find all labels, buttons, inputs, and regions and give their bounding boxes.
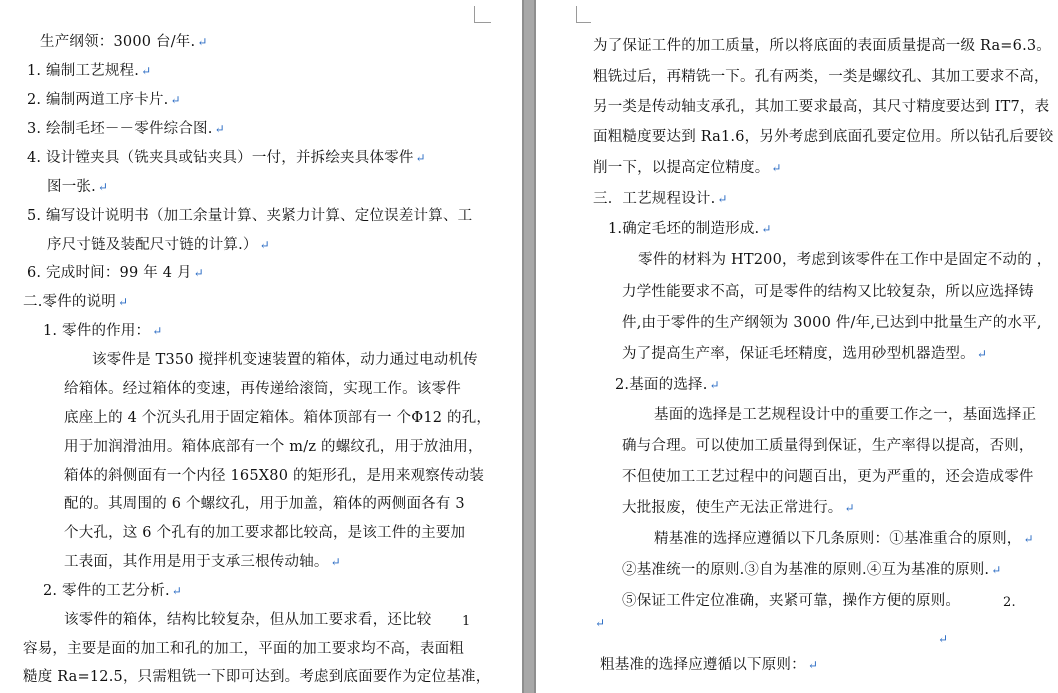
paragraph-line: 另一类是传动轴支承孔，其加工要求最高，其尺寸精度要达到 IT7，表 — [593, 99, 1050, 115]
paragraph-line: 削一下，以提高定位精度。 ↵ — [593, 160, 782, 176]
text-line: 生产纲领：3000 台/年. ↵ — [40, 34, 208, 50]
paragraph-line: 基面的选择是工艺规程设计中的重要工作之一，基面选择正 — [654, 407, 1037, 423]
paragraph-line: ②基准统一的原则.③自为基准的原则.④互为基准的原则. ↵ — [622, 562, 1002, 578]
paragraph-line: 粗铣过后，再精铣一下。孔有两类，一类是螺纹孔、其加工要求不高， — [593, 69, 1049, 85]
paragraph-line: 不但使加工工艺过程中的问题百出，更为严重的，还会造成零件 — [622, 469, 1034, 485]
section-heading: 二.零件的说明 ↵ — [23, 294, 129, 310]
paragraph-line: 该零件的箱体，结构比较复杂，但从加工要求看，还比较 — [64, 612, 432, 628]
paragraph-line: 该零件是 T350 搅拌机变速装置的箱体，动力通过电动机传 — [92, 352, 478, 368]
list-item-continuation: 图一张. ↵ — [47, 179, 109, 195]
paragraph-line: 箱体的斜侧面有一个内径 165X80 的矩形孔，是用来观察传动装 — [64, 468, 485, 484]
empty-paragraph-mark: ↵ — [938, 632, 949, 646]
list-item: 3. 绘制毛坯－－零件综合图. ↵ — [27, 121, 225, 137]
list-item: 4. 设计镗夹具（铣夹具或钻夹具）一付，并拆绘夹具体零件 ↵ — [27, 150, 426, 166]
page-number: 2. — [1003, 595, 1016, 610]
paragraph-line: 为了保证工件的加工质量，所以将底面的表面质量提高一级 Ra=6.3。 — [593, 38, 1052, 54]
list-item: 5. 编写设计说明书（加工余量计算、夹紧力计算、定位误差计算、工 — [27, 208, 473, 224]
list-item: 6. 完成时间：99 年 4 月 ↵ — [27, 265, 204, 281]
subsection-heading: 1.确定毛坯的制造形成. ↵ — [608, 221, 772, 237]
paragraph-line: ⑤保证工件定位准确，夹紧可靠，操作方便的原则。 — [622, 593, 961, 609]
page-gutter — [522, 0, 536, 693]
section-heading: 三．工艺规程设计. ↵ — [593, 191, 728, 207]
paragraph-line: 配的。其周围的 6 个螺纹孔，用于加盖，箱体的两侧面各有 3 — [64, 496, 465, 512]
margin-corner-mark — [576, 6, 591, 23]
margin-corner-mark — [474, 6, 491, 23]
paragraph-line: 粗基准的选择应遵循以下原则： ↵ — [600, 657, 819, 673]
subsection-heading: 2.基面的选择. ↵ — [615, 377, 720, 393]
document-page-right — [536, 0, 1058, 693]
list-item: 1. 编制工艺规程. ↵ — [27, 63, 152, 79]
paragraph-line: 个大孔，这 6 个孔有的加工要求都比较高，是该工件的主要加 — [64, 525, 466, 541]
subsection-heading: 2. 零件的工艺分析. ↵ — [43, 583, 183, 599]
list-item-continuation: 序尺寸链及装配尺寸链的计算.） ↵ — [47, 237, 270, 253]
paragraph-line: 糙度 Ra=12.5，只需粗铣一下即可达到。考虑到底面要作为定位基准， — [23, 669, 491, 685]
paragraph-line: 力学性能要求不高，可是零件的结构又比较复杂，所以应选择铸 — [622, 284, 1034, 300]
page-number: 1 — [462, 614, 471, 629]
list-item: 2. 编制两道工序卡片. ↵ — [27, 92, 181, 108]
paragraph-line: 精基准的选择应遵循以下几条原则：①基准重合的原则， ↵ — [654, 531, 1034, 547]
paragraph-line: 容易，主要是面的加工和孔的加工，平面的加工要求均不高，表面粗 — [23, 641, 464, 657]
paragraph-line: 给箱体。经过箱体的变速，再传递给滚筒，实现工作。该零件 — [64, 381, 461, 397]
paragraph-line: 为了提高生产率，保证毛坯精度，选用砂型机器造型。 ↵ — [622, 346, 988, 362]
paragraph-line: 确与合理。可以使加工质量得到保证，生产率得以提高，否则， — [622, 438, 1034, 454]
paragraph-line: 工表面，其作用是用于支承三根传动轴。 ↵ — [64, 554, 341, 570]
subsection-heading: 1. 零件的作用： ↵ — [43, 323, 163, 339]
paragraph-line: 用于加润滑油用。箱体底部有一个 m/z 的螺纹孔，用于放油用， — [64, 439, 483, 455]
document-page-left — [0, 0, 522, 693]
empty-paragraph-mark: ↵ — [595, 616, 606, 630]
paragraph-line: 件,由于零件的生产纲领为 3000 件/年,已达到中批量生产的水平, — [622, 315, 1042, 331]
paragraph-line: 零件的材料为 HT200，考虑到该零件在工作中是固定不动的 ， — [638, 252, 1052, 268]
paragraph-line: 面粗糙度要达到 Ra1.6，另外考虑到底面孔要定位用。所以钻孔后要铰 — [593, 129, 1054, 145]
paragraph-line: 底座上的 4 个沉头孔用于固定箱体。箱体顶部有一 个Φ12 的孔， — [64, 410, 492, 426]
paragraph-line: 大批报废，使生产无法正常进行。 ↵ — [622, 500, 855, 516]
